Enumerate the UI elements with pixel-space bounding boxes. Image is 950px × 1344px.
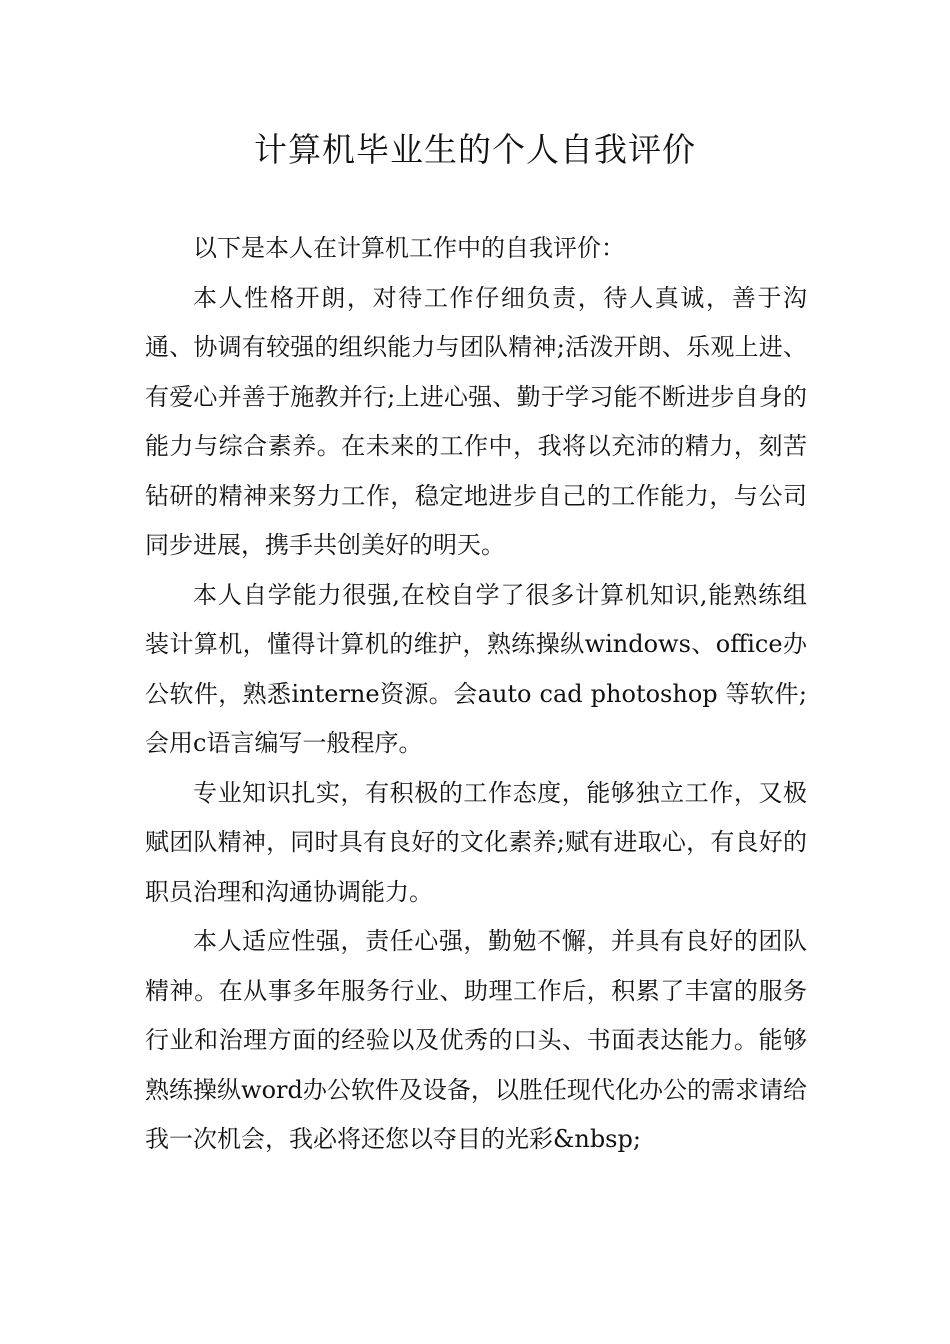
paragraph-intro: 以下是本人在计算机工作中的自我评价： [193, 234, 625, 262]
paragraph-professional: 专业知识扎实，有积极的工作态度，能够独立工作，又极赋团队精神，同时具有良好的文化素养;赋有进取心，有良好的职员治理和沟通协调能力。 [145, 778, 807, 906]
paragraph-personality: 本人性格开朗，对待工作仔细负责，待人真诚，善于沟通、协调有较强的组织能力与团队精神;活泼开朗、乐观上进、有爱心并善于施教并行;上进心强、勤于学习能不断进步自身的能力与综合素养。在未来的工作中，我将以充沛的精力，刻苦钻研的精神来努力工作，稳定地进步自己的工作能力，与公司同步进展，携手共创美好的明天。 [145, 283, 807, 559]
paragraph-skills: 本人自学能力很强,在校自学了很多计算机知识,能熟练组装计算机，懂得计算机的维护，熟练操纵windows、office办公软件，熟悉interne资源。会auto cad photoshop 等软件;会用c语言编写一般程序。 [145, 580, 807, 757]
document-body [145, 224, 807, 1165]
document-title: 计算机毕业生的个人自我评价 [254, 130, 696, 169]
paragraph-adaptability: 本人适应性强，责任心强，勤勉不懈，并具有良好的团队精神。在从事多年服务行业、助理工作后，积累了丰富的服务行业和治理方面的经验以及优秀的口头、书面表达能力。能够熟练操纵word办公软件及设备，以胜任现代化办公的需求请给我一次机会，我必将还您以夺目的光彩&nbsp; [145, 927, 807, 1153]
